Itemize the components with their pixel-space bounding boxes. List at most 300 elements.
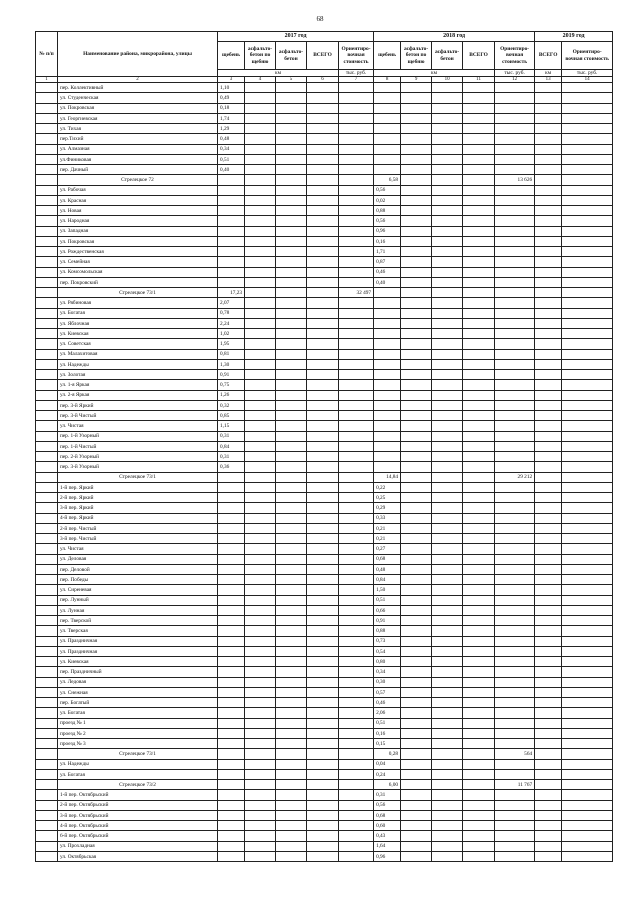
table-cell <box>432 421 463 431</box>
gravel-2017: 0,31 <box>218 431 245 441</box>
table-cell <box>245 718 276 728</box>
table-cell <box>495 134 535 144</box>
street-name: пер. Богатый <box>58 698 218 708</box>
table-cell <box>495 739 535 749</box>
table-cell <box>307 687 339 697</box>
table-cell <box>562 349 613 359</box>
table-cell <box>401 554 432 564</box>
table-cell <box>401 349 432 359</box>
table-cell <box>463 329 495 339</box>
table-cell <box>463 800 495 810</box>
table-cell <box>535 790 562 800</box>
table-cell <box>245 739 276 749</box>
gravel-2018: 0,40 <box>374 277 401 287</box>
table-cell <box>463 821 495 831</box>
table-cell <box>339 134 374 144</box>
table-cell <box>562 165 613 175</box>
table-cell <box>374 113 401 123</box>
table-cell <box>432 390 463 400</box>
table-cell <box>401 523 432 533</box>
table-cell <box>307 349 339 359</box>
table-cell <box>562 851 613 861</box>
table-cell <box>432 329 463 339</box>
table-cell <box>339 523 374 533</box>
table-cell <box>463 400 495 410</box>
roads-table <box>35 31 613 862</box>
table-cell <box>339 605 374 615</box>
table-cell <box>535 421 562 431</box>
table-row <box>36 349 613 359</box>
table-cell <box>218 821 245 831</box>
table-cell <box>535 472 562 482</box>
street-name: ул. Новая <box>58 206 218 216</box>
table-cell <box>401 534 432 544</box>
table-cell <box>495 698 535 708</box>
district-row <box>36 780 613 790</box>
gravel-2018: 0,24 <box>374 769 401 779</box>
table-cell <box>401 103 432 113</box>
table-cell <box>307 318 339 328</box>
table-cell <box>307 810 339 820</box>
table-cell <box>432 564 463 574</box>
table-cell <box>535 370 562 380</box>
table-cell <box>401 503 432 513</box>
table-cell <box>401 124 432 134</box>
table-cell <box>36 513 58 523</box>
table-cell <box>374 308 401 318</box>
table-cell <box>374 441 401 451</box>
table-cell <box>276 83 307 93</box>
table-cell <box>339 308 374 318</box>
table-cell <box>339 318 374 328</box>
table-cell <box>374 103 401 113</box>
gravel-2017: 0,51 <box>218 154 245 164</box>
table-cell <box>339 103 374 113</box>
table-cell <box>535 728 562 738</box>
table-cell <box>218 667 245 677</box>
table-cell <box>535 441 562 451</box>
table-cell <box>432 769 463 779</box>
table-cell <box>36 769 58 779</box>
table-cell <box>218 195 245 205</box>
table-cell <box>401 134 432 144</box>
column-number: 8 <box>374 77 401 83</box>
table-cell <box>401 277 432 287</box>
table-cell <box>307 247 339 257</box>
table-cell <box>218 595 245 605</box>
table-cell <box>535 349 562 359</box>
table-row <box>36 595 613 605</box>
table-cell <box>495 810 535 820</box>
table-cell <box>307 298 339 308</box>
table-cell <box>535 339 562 349</box>
table-cell <box>307 175 339 185</box>
table-cell <box>245 380 276 390</box>
table-cell <box>245 534 276 544</box>
table-cell <box>307 370 339 380</box>
gravel-2018: 0,56 <box>374 185 401 195</box>
table-cell <box>562 472 613 482</box>
table-cell <box>495 206 535 216</box>
gravel-2018: 0,16 <box>374 236 401 246</box>
table-cell <box>245 452 276 462</box>
table-row <box>36 103 613 113</box>
table-cell <box>36 728 58 738</box>
table-cell <box>307 503 339 513</box>
table-cell <box>307 226 339 236</box>
table-cell <box>245 124 276 134</box>
table-cell <box>495 728 535 738</box>
table-cell <box>307 472 339 482</box>
table-cell <box>339 144 374 154</box>
table-cell <box>495 411 535 421</box>
table-cell <box>307 124 339 134</box>
table-cell <box>36 687 58 697</box>
header-2018-total: ВСЕГО <box>463 42 495 70</box>
table-cell <box>432 677 463 687</box>
table-cell <box>276 267 307 277</box>
table-cell <box>245 636 276 646</box>
table-cell <box>339 728 374 738</box>
table-cell <box>562 749 613 759</box>
gravel-2017: 2,07 <box>218 298 245 308</box>
header-2019-total: ВСЕГО <box>535 42 562 70</box>
table-cell <box>401 441 432 451</box>
table-cell <box>535 821 562 831</box>
table-cell <box>562 769 613 779</box>
table-cell <box>535 298 562 308</box>
table-cell <box>495 626 535 636</box>
table-cell <box>495 93 535 103</box>
gravel-2017: 0,34 <box>218 144 245 154</box>
table-cell <box>245 93 276 103</box>
table-cell <box>535 103 562 113</box>
table-cell <box>218 657 245 667</box>
table-cell <box>495 769 535 779</box>
table-cell <box>562 308 613 318</box>
table-cell <box>339 708 374 718</box>
table-cell <box>562 154 613 164</box>
table-cell <box>218 503 245 513</box>
table-cell <box>339 482 374 492</box>
table-cell <box>401 339 432 349</box>
gravel-2018: 0,73 <box>374 636 401 646</box>
table-cell <box>401 308 432 318</box>
table-cell <box>36 472 58 482</box>
table-cell <box>562 677 613 687</box>
cost-2018: 11 767 <box>495 780 535 790</box>
table-cell <box>401 144 432 154</box>
table-cell <box>339 83 374 93</box>
gravel-2018: 0,66 <box>374 605 401 615</box>
column-number: 10 <box>432 77 463 83</box>
table-cell <box>307 462 339 472</box>
table-cell <box>562 175 613 185</box>
table-cell <box>495 831 535 841</box>
table-cell <box>218 687 245 697</box>
table-cell <box>276 585 307 595</box>
table-cell <box>374 359 401 369</box>
street-name: ул. Октябрьская <box>58 851 218 861</box>
table-cell <box>36 103 58 113</box>
table-cell <box>36 134 58 144</box>
table-cell <box>432 800 463 810</box>
table-cell <box>36 267 58 277</box>
table-cell <box>307 523 339 533</box>
table-cell <box>339 657 374 667</box>
table-row <box>36 462 613 472</box>
table-cell <box>276 646 307 656</box>
column-number: 12 <box>495 77 535 83</box>
table-cell <box>463 267 495 277</box>
table-cell <box>307 421 339 431</box>
table-cell <box>463 626 495 636</box>
table-row <box>36 626 613 636</box>
table-cell <box>218 585 245 595</box>
street-name: пер. 3-й Узорный <box>58 462 218 472</box>
table-row <box>36 113 613 123</box>
table-cell <box>463 83 495 93</box>
table-cell <box>245 257 276 267</box>
table-row <box>36 677 613 687</box>
table-cell <box>339 370 374 380</box>
table-cell <box>36 677 58 687</box>
table-cell <box>307 154 339 164</box>
table-cell <box>562 195 613 205</box>
table-cell <box>535 124 562 134</box>
table-cell <box>245 267 276 277</box>
street-name: ул. Рабочая <box>58 185 218 195</box>
table-cell <box>535 810 562 820</box>
table-cell <box>562 667 613 677</box>
table-cell <box>463 677 495 687</box>
table-cell <box>307 677 339 687</box>
table-cell <box>36 288 58 298</box>
table-cell <box>562 626 613 636</box>
table-cell <box>36 124 58 134</box>
table-cell <box>218 616 245 626</box>
table-cell <box>307 134 339 144</box>
table-cell <box>307 400 339 410</box>
table-cell <box>535 595 562 605</box>
table-row <box>36 185 613 195</box>
table-cell <box>432 636 463 646</box>
table-cell <box>562 421 613 431</box>
table-row <box>36 380 613 390</box>
table-cell <box>245 708 276 718</box>
table-cell <box>463 759 495 769</box>
table-row <box>36 646 613 656</box>
gravel-2018: 0,54 <box>374 646 401 656</box>
table-cell <box>463 349 495 359</box>
table-row <box>36 236 613 246</box>
table-cell <box>339 472 374 482</box>
gravel-2018: 0,68 <box>374 554 401 564</box>
gravel-2018: 0,33 <box>374 513 401 523</box>
table-cell <box>535 646 562 656</box>
table-cell <box>535 380 562 390</box>
table-cell <box>535 195 562 205</box>
table-cell <box>276 739 307 749</box>
street-name: ул. Георгиевская <box>58 113 218 123</box>
gravel-2018: 0,96 <box>374 851 401 861</box>
table-cell <box>432 216 463 226</box>
table-row <box>36 339 613 349</box>
table-cell <box>339 329 374 339</box>
table-cell <box>562 185 613 195</box>
header-2019-cost: Ориентиро-вочная стоимость <box>562 42 613 70</box>
table-cell <box>432 544 463 554</box>
street-name: пер. 3-й Яркий <box>58 400 218 410</box>
table-cell <box>276 236 307 246</box>
table-cell <box>401 759 432 769</box>
table-cell <box>562 339 613 349</box>
table-cell <box>36 646 58 656</box>
table-row <box>36 124 613 134</box>
street-name: пер.Тихий <box>58 134 218 144</box>
table-cell <box>276 575 307 585</box>
table-cell <box>307 534 339 544</box>
table-cell <box>535 739 562 749</box>
table-cell <box>432 318 463 328</box>
table-cell <box>374 165 401 175</box>
table-cell <box>218 257 245 267</box>
table-row <box>36 134 613 144</box>
table-cell <box>535 677 562 687</box>
table-cell <box>245 698 276 708</box>
table-cell <box>307 780 339 790</box>
table-cell <box>245 400 276 410</box>
table-cell <box>218 554 245 564</box>
table-cell <box>463 154 495 164</box>
table-cell <box>245 431 276 441</box>
table-cell <box>535 523 562 533</box>
table-cell <box>562 462 613 472</box>
table-cell <box>245 277 276 287</box>
table-cell <box>218 739 245 749</box>
table-cell <box>495 646 535 656</box>
table-cell <box>276 165 307 175</box>
table-row <box>36 523 613 533</box>
table-row <box>36 318 613 328</box>
street-name: ул. Комсомольская <box>58 267 218 277</box>
table-cell <box>339 790 374 800</box>
table-cell <box>432 657 463 667</box>
cost-2018: 13 626 <box>495 175 535 185</box>
table-cell <box>36 831 58 841</box>
street-name: 1-й пер. Яркий <box>58 482 218 492</box>
table-cell <box>245 154 276 164</box>
table-cell <box>401 708 432 718</box>
table-cell <box>562 821 613 831</box>
table-cell <box>36 247 58 257</box>
table-cell <box>218 185 245 195</box>
table-cell <box>495 841 535 851</box>
table-cell <box>245 677 276 687</box>
table-row <box>36 390 613 400</box>
table-cell <box>401 841 432 851</box>
table-cell <box>535 452 562 462</box>
table-cell <box>463 780 495 790</box>
street-name: ул. Надежды <box>58 759 218 769</box>
street-name: ул. Студенческая <box>58 93 218 103</box>
table-cell <box>36 400 58 410</box>
table-cell <box>374 83 401 93</box>
table-cell <box>218 247 245 257</box>
table-cell <box>339 339 374 349</box>
gravel-2017: 1,74 <box>218 113 245 123</box>
table-cell <box>535 247 562 257</box>
table-cell <box>463 236 495 246</box>
table-cell <box>307 431 339 441</box>
table-cell <box>401 739 432 749</box>
table-cell <box>374 339 401 349</box>
table-cell <box>245 523 276 533</box>
table-cell <box>463 523 495 533</box>
table-cell <box>495 575 535 585</box>
table-row <box>36 216 613 226</box>
table-cell <box>307 657 339 667</box>
table-cell <box>432 380 463 390</box>
table-cell <box>374 452 401 462</box>
table-cell <box>535 718 562 728</box>
table-cell <box>339 195 374 205</box>
table-cell <box>432 154 463 164</box>
table-cell <box>276 708 307 718</box>
table-cell <box>307 769 339 779</box>
table-cell <box>463 165 495 175</box>
district-row <box>36 175 613 185</box>
table-cell <box>245 841 276 851</box>
table-cell <box>495 339 535 349</box>
table-cell <box>495 103 535 113</box>
table-cell <box>218 226 245 236</box>
district-total-2018: 14,84 <box>374 472 401 482</box>
table-cell <box>495 318 535 328</box>
table-row <box>36 667 613 677</box>
table-cell <box>432 400 463 410</box>
table-cell <box>307 585 339 595</box>
table-cell <box>276 339 307 349</box>
gravel-2017: 1,95 <box>218 339 245 349</box>
table-cell <box>245 472 276 482</box>
table-cell <box>432 411 463 421</box>
table-cell <box>218 605 245 615</box>
table-cell <box>463 411 495 421</box>
table-cell <box>245 195 276 205</box>
table-cell <box>218 769 245 779</box>
table-cell <box>495 165 535 175</box>
gravel-2018: 0,60 <box>374 821 401 831</box>
table-cell <box>432 257 463 267</box>
table-cell <box>36 390 58 400</box>
table-cell <box>307 749 339 759</box>
table-cell <box>36 616 58 626</box>
street-name: пер. Дачный <box>58 165 218 175</box>
table-cell <box>245 687 276 697</box>
table-cell <box>307 626 339 636</box>
table-cell <box>562 636 613 646</box>
table-cell <box>432 144 463 154</box>
table-cell <box>245 564 276 574</box>
table-cell <box>495 595 535 605</box>
table-cell <box>401 728 432 738</box>
table-cell <box>276 677 307 687</box>
gravel-2017: 0,81 <box>218 349 245 359</box>
table-cell <box>495 349 535 359</box>
table-cell <box>276 472 307 482</box>
table-cell <box>535 616 562 626</box>
